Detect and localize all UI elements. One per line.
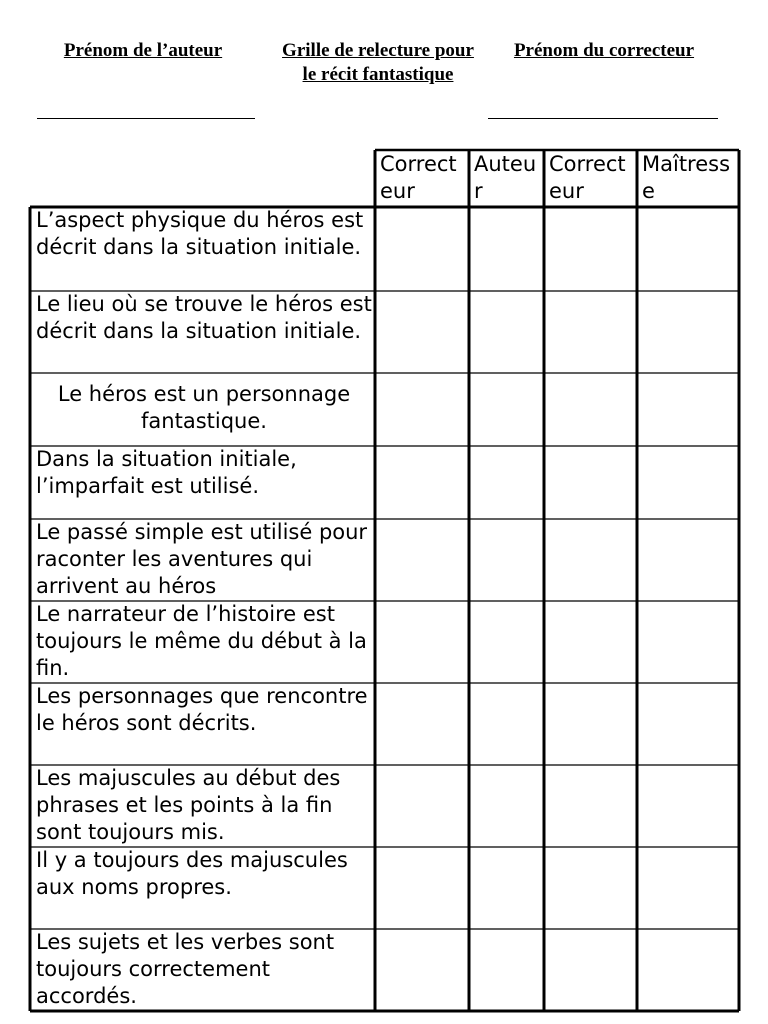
check-cell-maitresse[interactable] bbox=[637, 765, 739, 847]
check-cell-correcteur-1[interactable] bbox=[375, 683, 469, 765]
check-cell-correcteur-2[interactable] bbox=[544, 929, 637, 1011]
corrector-name-blank[interactable] bbox=[488, 118, 718, 119]
check-cell-maitresse[interactable] bbox=[637, 446, 739, 519]
criterion-text: Les personnages que rencontre le héros sont décrits. bbox=[36, 684, 368, 735]
criterion-text: Il y a toujours des majuscules aux noms propres. bbox=[36, 848, 348, 899]
check-cell-maitresse[interactable] bbox=[637, 207, 739, 291]
criterion-text: Le passé simple est utilisé pour raconter les aventures qui arrivent au héros bbox=[36, 520, 368, 598]
check-cell-correcteur-2[interactable] bbox=[544, 207, 637, 291]
check-cell-auteur[interactable] bbox=[469, 446, 544, 519]
check-cell-auteur[interactable] bbox=[469, 929, 544, 1011]
column-header: Maîtresse bbox=[642, 152, 731, 203]
check-cell-correcteur-2[interactable] bbox=[544, 446, 637, 519]
check-cell-correcteur-2[interactable] bbox=[544, 519, 637, 601]
criterion-text: L’aspect physique du héros est décrit dans la situation initiale. bbox=[36, 208, 364, 259]
check-cell-correcteur-2[interactable] bbox=[544, 291, 637, 373]
corrector-name-label: Prénom du correcteur bbox=[513, 40, 695, 61]
check-cell-auteur[interactable] bbox=[469, 847, 544, 929]
check-cell-correcteur-1[interactable] bbox=[375, 446, 469, 519]
author-name-label: Prénom de l’auteur bbox=[63, 40, 223, 61]
page-title: Grille de relecture pour le récit fantastique bbox=[282, 40, 474, 85]
check-cell-auteur[interactable] bbox=[469, 207, 544, 291]
check-cell-correcteur-1[interactable] bbox=[375, 601, 469, 683]
check-cell-correcteur-2[interactable] bbox=[544, 765, 637, 847]
check-cell-auteur[interactable] bbox=[469, 765, 544, 847]
check-cell-maitresse[interactable] bbox=[637, 519, 739, 601]
check-cell-correcteur-2[interactable] bbox=[544, 601, 637, 683]
check-cell-correcteur-2[interactable] bbox=[544, 847, 637, 929]
check-cell-maitresse[interactable] bbox=[637, 847, 739, 929]
column-header: Correcteur bbox=[549, 152, 626, 203]
criterion-text: Le narrateur de l’histoire est toujours le même du début à la fin. bbox=[36, 602, 367, 680]
criterion-text: Les sujets et les verbes sont toujours correctement accordés. bbox=[36, 930, 335, 1008]
check-cell-correcteur-1[interactable] bbox=[375, 765, 469, 847]
check-cell-auteur[interactable] bbox=[469, 683, 544, 765]
check-cell-auteur[interactable] bbox=[469, 373, 544, 446]
check-cell-correcteur-2[interactable] bbox=[544, 373, 637, 446]
criterion-text: Dans la situation initiale, l’imparfait est utilisé. bbox=[36, 447, 297, 498]
check-cell-correcteur-1[interactable] bbox=[375, 373, 469, 446]
criterion-text: Les majuscules au début des phrases et les points à la fin sont toujours mis. bbox=[36, 766, 341, 844]
author-name-blank[interactable] bbox=[37, 118, 255, 119]
check-cell-maitresse[interactable] bbox=[637, 601, 739, 683]
check-cell-correcteur-1[interactable] bbox=[375, 929, 469, 1011]
check-cell-maitresse[interactable] bbox=[637, 683, 739, 765]
check-cell-maitresse[interactable] bbox=[637, 291, 739, 373]
check-cell-correcteur-2[interactable] bbox=[544, 683, 637, 765]
check-cell-correcteur-1[interactable] bbox=[375, 291, 469, 373]
check-cell-auteur[interactable] bbox=[469, 291, 544, 373]
criterion-text: Le lieu où se trouve le héros est décrit dans la situation initiale. bbox=[36, 292, 372, 343]
check-cell-correcteur-1[interactable] bbox=[375, 519, 469, 601]
check-cell-auteur[interactable] bbox=[469, 519, 544, 601]
check-cell-maitresse[interactable] bbox=[637, 929, 739, 1011]
criterion-text: Le héros est un personnage fantastique. bbox=[57, 382, 351, 433]
check-cell-correcteur-1[interactable] bbox=[375, 847, 469, 929]
column-header: Correcteur bbox=[380, 152, 457, 203]
check-cell-auteur[interactable] bbox=[469, 601, 544, 683]
check-cell-maitresse[interactable] bbox=[637, 373, 739, 446]
check-cell-correcteur-1[interactable] bbox=[375, 207, 469, 291]
column-header: Auteur bbox=[474, 152, 537, 203]
